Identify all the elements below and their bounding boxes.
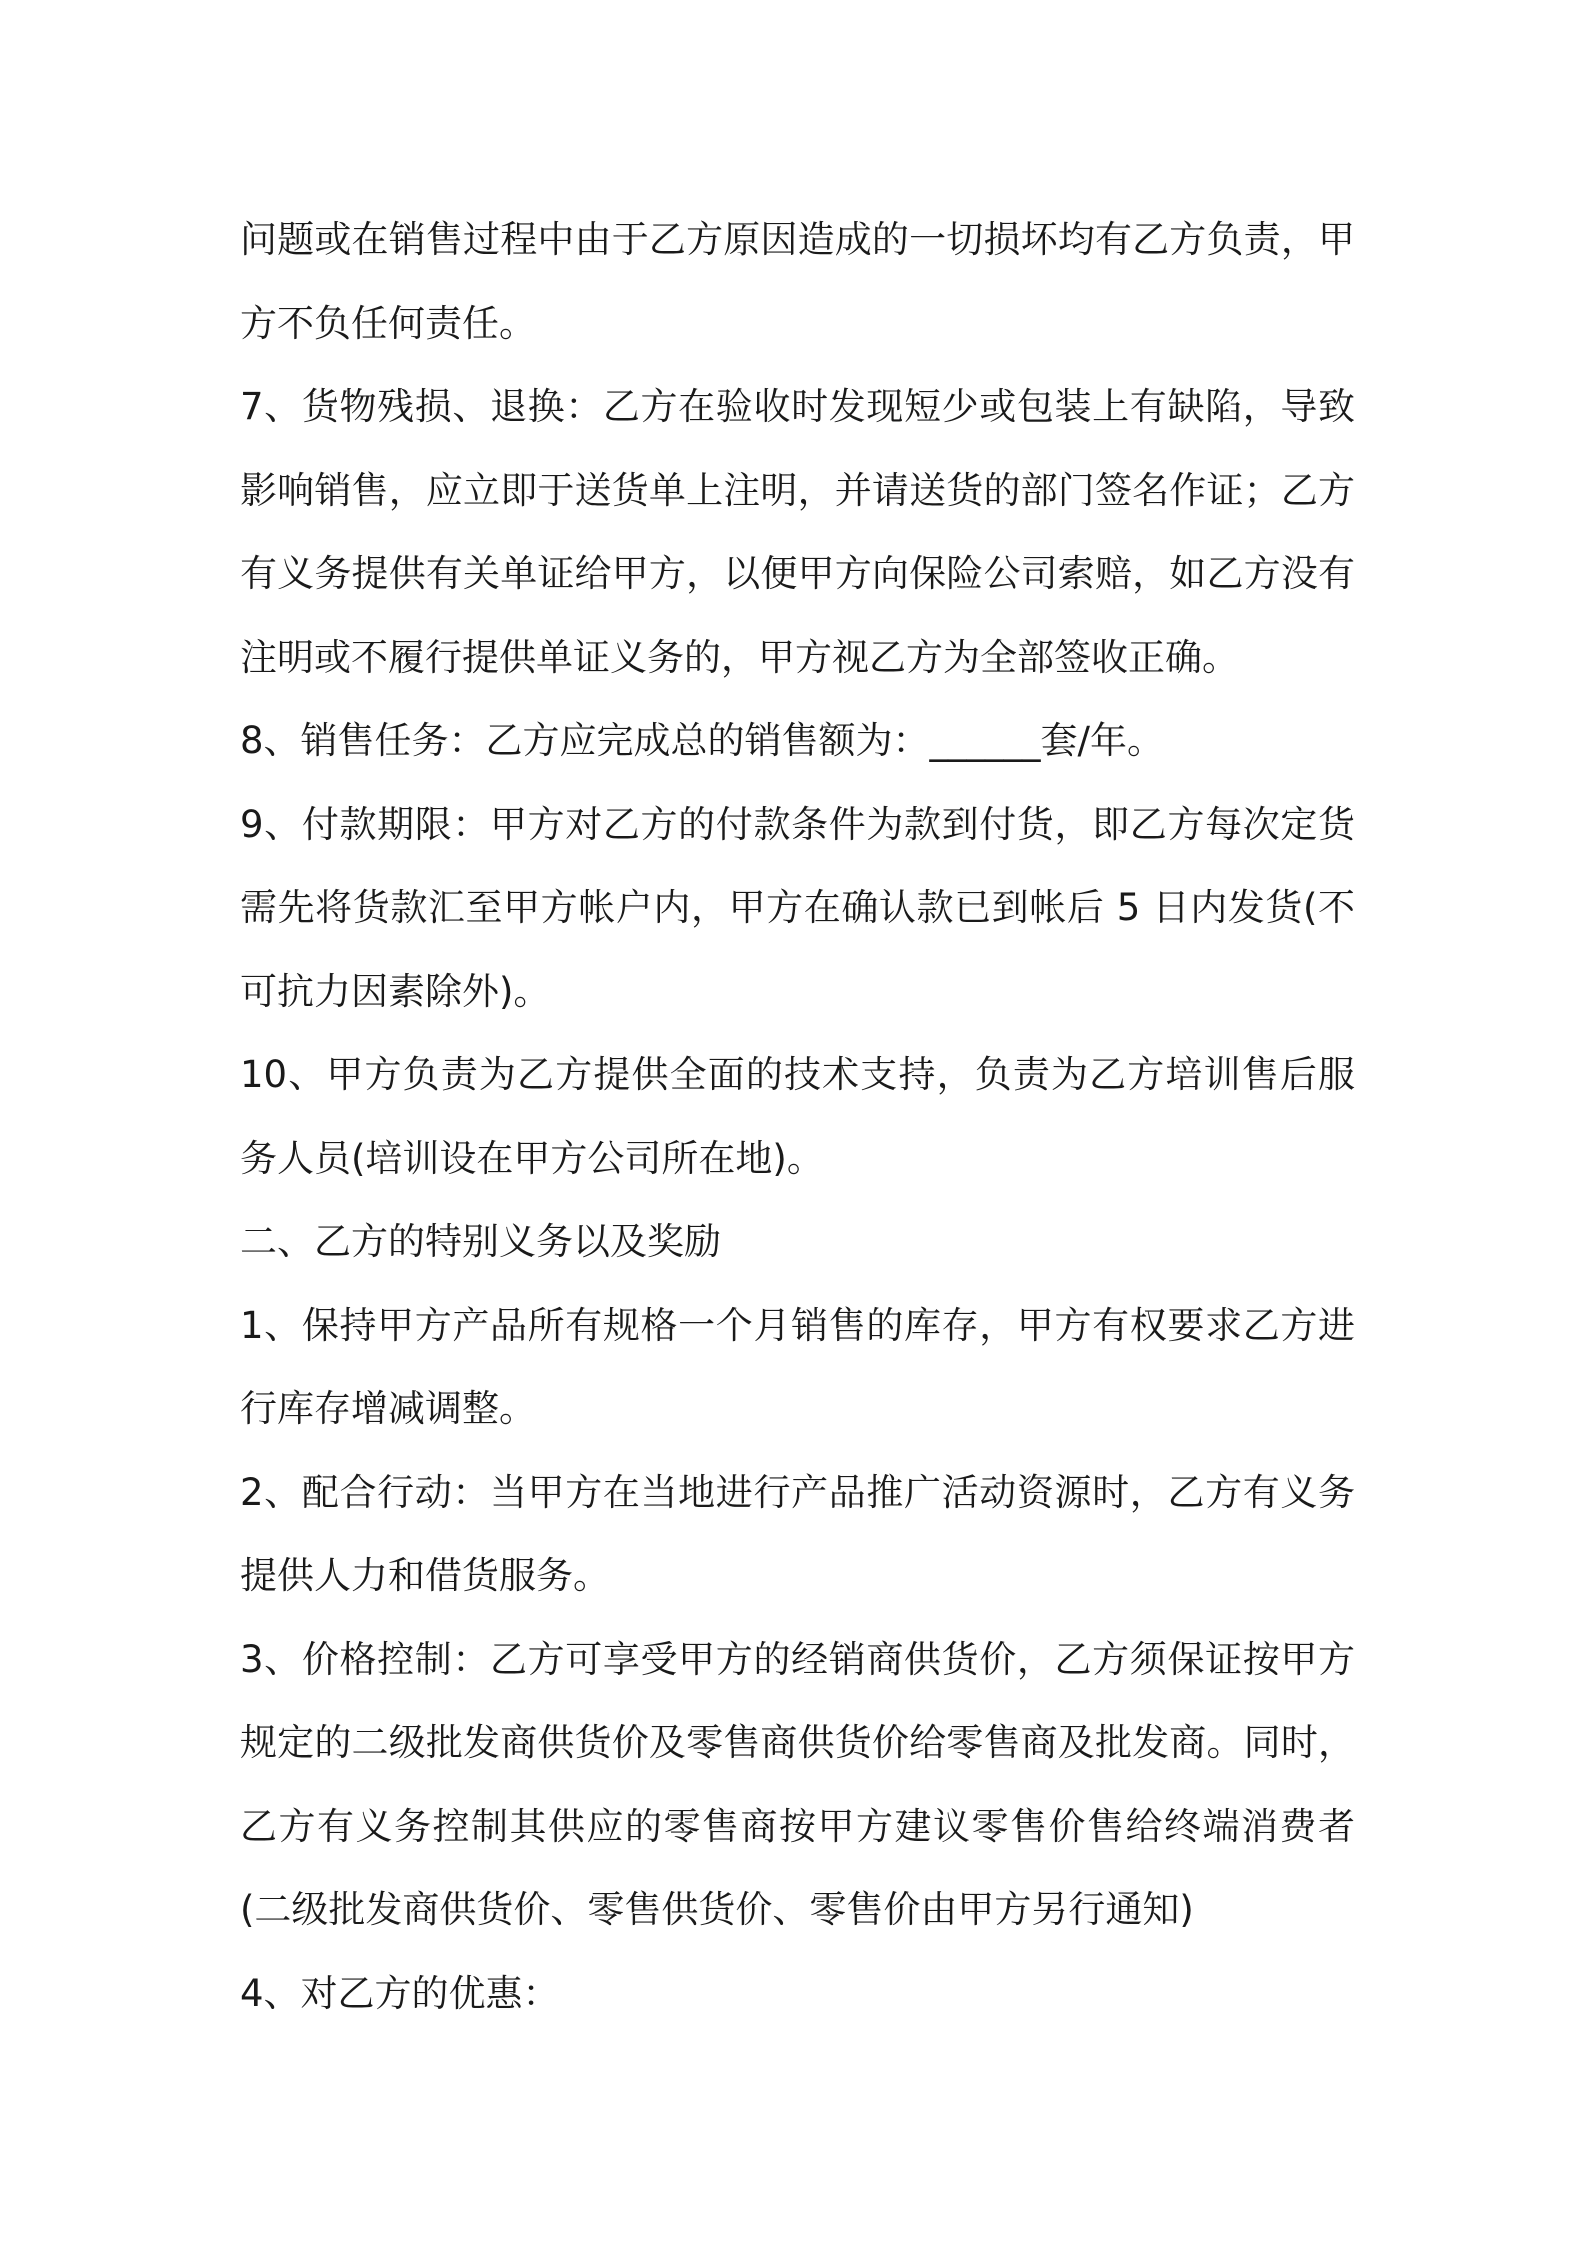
paragraph-item-1: 1、保持甲方产品所有规格一个月销售的库存，甲方有权要求乙方进行库存增减调整。 — [240, 1303, 1355, 1430]
paragraph-item-3: 3、价格控制：乙方可享受甲方的经销商供货价，乙方须保证按甲方规定的二级批发商供货价及零售商供货价给零售商及批发商。同时，乙方有义务控制其供应的零售商按甲方建议零售价售给终端消费者(二级批发商供货价、零售供货价、零售价由甲方另行通知) — [240, 1637, 1355, 1931]
paragraph-item-2: 2、配合行动：当甲方在当地进行产品推广活动资源时，乙方有义务提供人力和借货服务。 — [240, 1470, 1355, 1597]
paragraph-clause-7: 7、货物残损、退换：乙方在验收时发现短少或包装上有缺陷，导致影响销售，应立即于送货单上注明，并请送货的部门签名作证；乙方有义务提供有关单证给甲方，以便甲方向保险公司索赔，如乙方没有注明或不履行提供单证义务的，甲方视乙方为全部签收正确。 — [240, 385, 1355, 679]
section-heading: 二、乙方的特别义务以及奖励 — [240, 1220, 721, 1263]
paragraph-clause-8: 8、销售任务：乙方应完成总的销售额为：______套/年。 — [240, 719, 1165, 762]
paragraph-continuation: 问题或在销售过程中由于乙方原因造成的一切损坏均有乙方负责，甲方不负任何责任。 — [240, 218, 1355, 345]
paragraph-clause-10: 10、甲方负责为乙方提供全面的技术支持，负责为乙方培训售后服务人员(培训设在甲方公司所在地)。 — [240, 1053, 1355, 1180]
paragraph-clause-9: 9、付款期限：甲方对乙方的付款条件为款到付货，即乙方每次定货需先将货款汇至甲方帐户内，甲方在确认款已到帐后 5 日内发货(不可抗力因素除外)。 — [240, 802, 1355, 1013]
paragraph-item-4: 4、对乙方的优惠： — [240, 1971, 560, 2015]
document-body — [240, 198, 1355, 2035]
